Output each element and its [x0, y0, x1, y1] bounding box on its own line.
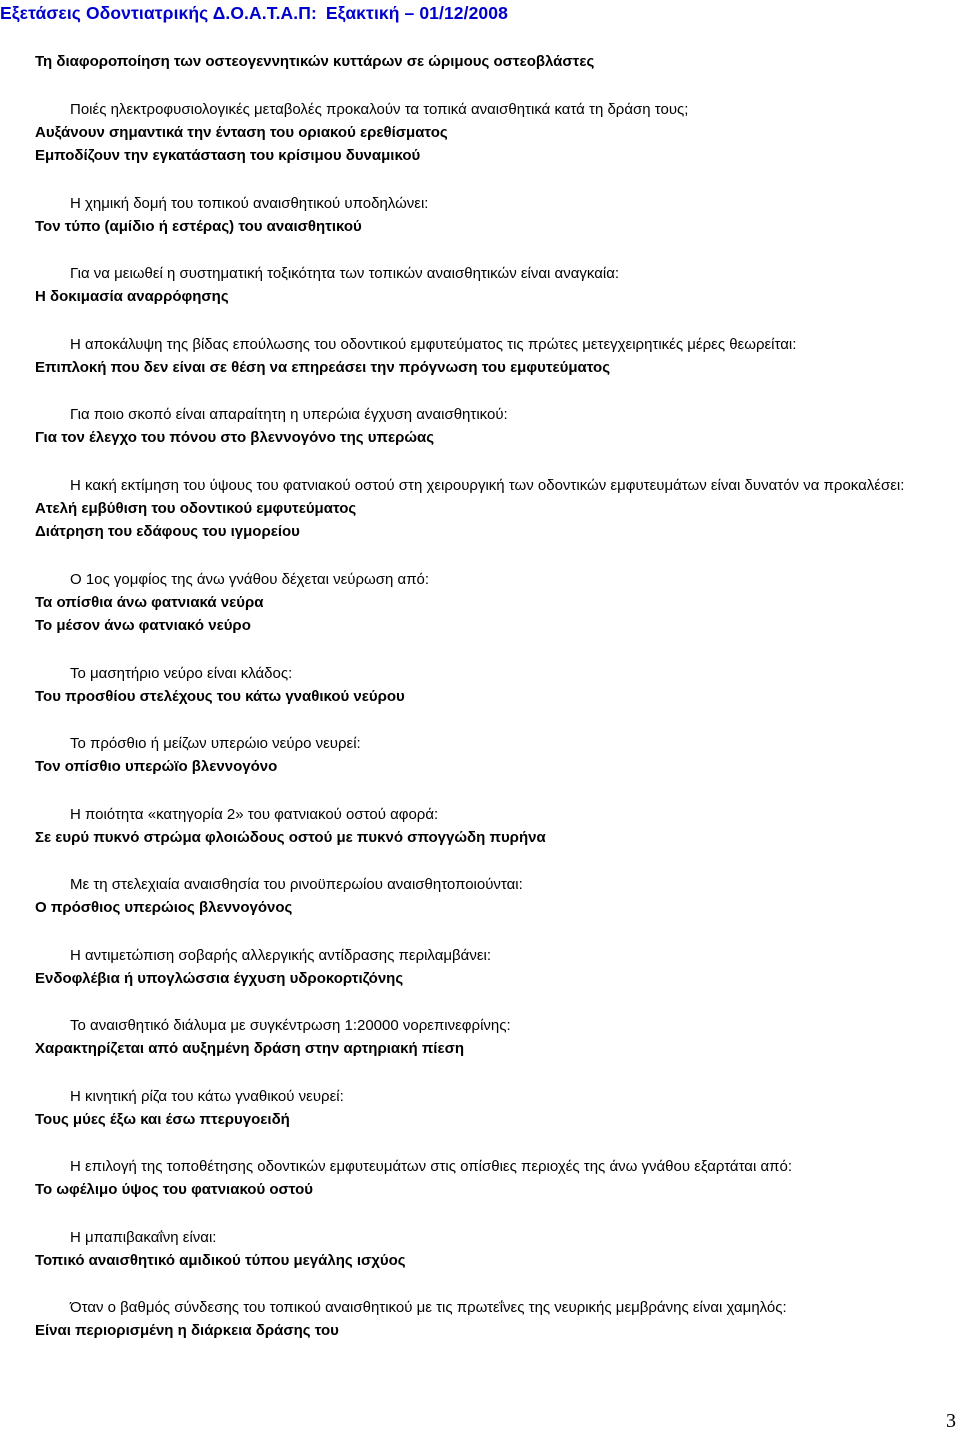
question: Για να μειωθεί η συστηματική τοξικότητα των τοπικών αναισθητικών είναι αναγκαία:: [70, 265, 620, 282]
qa-item: [35, 1155, 960, 1202]
qa-item: [35, 873, 960, 920]
question: Η επιλογή της τοποθέτησης οδοντικών εμφυτευμάτων στις οπίσθιες περιοχές της άνω γνάθου εξαρτάται από:: [70, 1158, 793, 1175]
question: Όταν ο βαθμός σύνδεσης του τοπικού αναισθητικού με τις πρωτεΐνες της νευρικής μεμβράνης είναι χαμηλός:: [70, 1299, 787, 1316]
exam-title: Εξετάσεις Οδοντιατρικής Δ.Ο.Α.Τ.Α.Π:: [0, 3, 317, 23]
question: Η αντιμετώπιση σοβαρής αλλεργικής αντίδρασης περιλαμβάνει:: [70, 946, 492, 964]
answer: Ο πρόσθιος υπερώιος βλεννογόνος: [35, 899, 293, 916]
question: Η ποιότητα «κατηγορία 2» του φατνιακού οστού αφορά:: [70, 805, 439, 823]
page-number: 3: [946, 1410, 956, 1432]
answer: Τα οπίσθια άνω φατνιακά νεύρα: [35, 593, 264, 611]
answer: Διάτρηση του εδάφους του ιγμορείου: [35, 523, 300, 540]
answer: Τη διαφοροποίηση των οστεογεννητικών κυττάρων σε ώριμους οστεοβλάστες: [35, 53, 595, 70]
answer: Ενδοφλέβια ή υπογλώσσια έγχυση υδροκορτιζόνης: [35, 969, 404, 987]
answer: Τον οπίσθιο υπερώϊο βλεννογόνο: [35, 758, 278, 775]
answer: Ατελή εμβύθιση του οδοντικού εμφυτεύματος: [35, 499, 357, 517]
answer: Τοπικό αναισθητικό αμιδικού τύπου μεγάλης ισχύος: [35, 1251, 406, 1269]
exam-date: Εξακτική – 01/12/2008: [325, 3, 508, 23]
question-list: [35, 50, 960, 1343]
answer: Του προσθίου στελέχους του κάτω γναθικού νεύρου: [35, 687, 405, 705]
qa-item: [35, 333, 960, 380]
qa-item: [35, 803, 960, 850]
answer: Επιπλοκή που δεν είναι σε θέση να επηρεάσει την πρόγνωση του εμφυτεύματος: [35, 358, 611, 376]
qa-item: [35, 1085, 960, 1132]
question: Η αποκάλυψη της βίδας επούλωσης του οδοντικού εμφυτεύματος τις πρώτες μετεγχειρητικές μέρες θεωρείται:: [70, 335, 797, 353]
question: Με τη στελεχιαία αναισθησία του ρινοϋπερωίου αναισθητοποιούνται:: [70, 876, 523, 893]
question: Ο 1ος γομφίος της άνω γνάθου δέχεται νεύρωση από:: [70, 570, 430, 588]
qa-item: [35, 1296, 960, 1343]
question: Η κινητική ρίζα του κάτω γναθικού νευρεί:: [70, 1087, 344, 1105]
question: Η μπαπιβακαΐνη είναι:: [70, 1228, 217, 1246]
qa-item: [35, 403, 960, 450]
qa-item: [35, 192, 960, 239]
question: Για ποιο σκοπό είναι απαραίτητη η υπερώια έγχυση αναισθητικού:: [70, 406, 508, 423]
answer: Τους μύες έξω και έσω πτερυγοειδή: [35, 1110, 290, 1128]
answer: Σε ευρύ πυκνό στρώμα φλοιώδους οστού με πυκνό σπογγώδη πυρήνα: [35, 828, 546, 846]
answer: Το μέσον άνω φατνιακό νεύρο: [35, 617, 251, 634]
answer: Για τον έλεγχο του πόνου στο βλεννογόνο της υπερώας: [35, 429, 435, 446]
answer: Είναι περιορισμένη η διάρκεια δράσης του: [35, 1322, 339, 1339]
answer: Χαρακτηρίζεται από αυξημένη δράση στην αρτηριακή πίεση: [35, 1040, 465, 1057]
answer: Αυξάνουν σημαντικά την ένταση του οριακού ερεθίσματος: [35, 123, 448, 141]
qa-item: [35, 944, 960, 991]
answer: Τον τύπο (αμίδιο ή εστέρας) του αναισθητικού: [35, 217, 362, 235]
qa-item: [35, 1226, 960, 1273]
qa-item: [35, 98, 960, 168]
question: Το μασητήριο νεύρο είναι κλάδος:: [70, 664, 293, 682]
question: Ποιές ηλεκτροφυσιολογικές μεταβολές προκαλούν τα τοπικά αναισθητικά κατά τη δράση τους;: [70, 100, 689, 118]
answer: Εμποδίζουν την εγκατάσταση του κρίσιμου δυναμικού: [35, 147, 421, 164]
qa-item: [35, 662, 960, 709]
question: Η χημική δομή του τοπικού αναισθητικού υποδηλώνει:: [70, 194, 429, 212]
qa-item: [35, 50, 960, 74]
answer: Το ωφέλιμο ύψος του φατνιακού οστού: [35, 1181, 313, 1198]
qa-item: [35, 568, 960, 638]
qa-item: [35, 262, 960, 309]
question: Η κακή εκτίμηση του ύψους του φατνιακού οστού στη χειρουργική των οδοντικών εμφυτευμάτων είναι δυνατόν να προκαλέσει:: [70, 476, 905, 494]
question: Το πρόσθιο ή μείζων υπερώιο νεύρο νευρεί:: [70, 735, 361, 752]
qa-item: [35, 474, 960, 544]
qa-item: [35, 1014, 960, 1061]
question: Το αναισθητικό διάλυμα με συγκέντρωση 1:20000 νορεπινεφρίνης:: [70, 1017, 511, 1034]
qa-item: [35, 732, 960, 779]
answer: Η δοκιμασία αναρρόφησης: [35, 288, 229, 305]
page-header: [0, 3, 508, 24]
